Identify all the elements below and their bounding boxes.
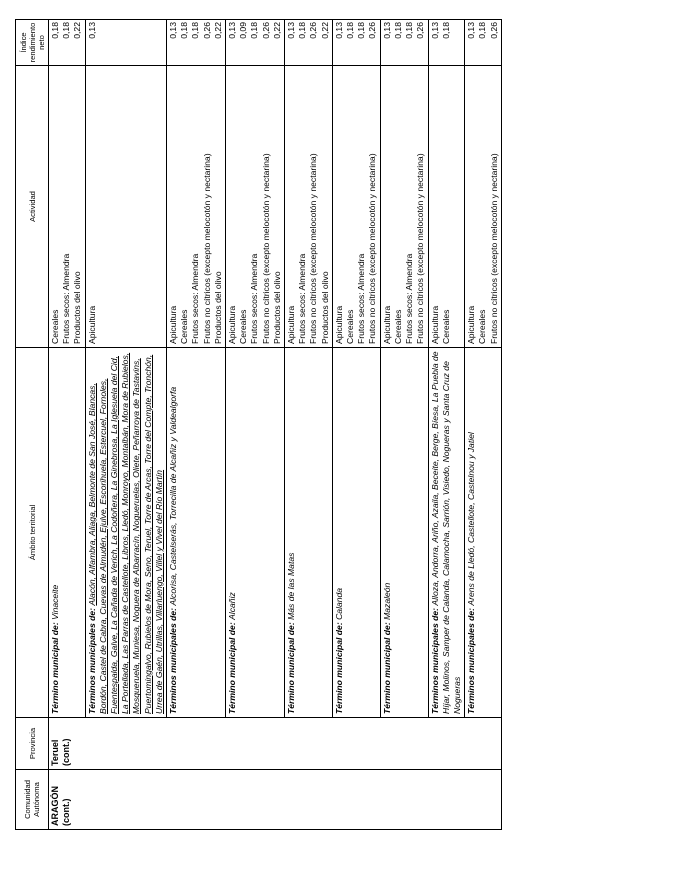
header-ambito: Ámbito territorial <box>16 348 49 718</box>
header-indice: Índice rendimiento neto <box>16 20 49 66</box>
actividad-cell: Cereales Frutos secos: Almendra Productos del olivo <box>49 66 86 348</box>
ambito-cell: Términos municipales de: Alacón, Alfambra, Aliaga, Belmonte de San José, Blancas, Bordón, Castel de Cabra, Cuevas de Almudén, Ejulve, Escorihuela, Estercuel, Fornoles, Fuentespalda, Galve, La Cañada de Verich, La Codoñera, La Ginebrosa, La Iglesuela del Cid, La Portellada, Las Parras de Castellote, Libros, Lledó, Monroyo, Montalbán, Mora de Rubielos, Mosqueruela, Muniesa, Noguera de Albarracín, Nogueruelas, Oliete, Peñarroya de Tastavins, Puertomingalvo, Rubielos de Mora, Seno, Teruel, Torre de Arcas, Torre del Compte, Tronchón, Urrea de Gaén, Utrillas, Villarluengo, Villel y Vivel del Río Martín <box>85 348 166 718</box>
table-row <box>226 20 285 830</box>
indice-cell: 0,13 0,18 0,26 0,22 <box>285 20 333 66</box>
actividad-cell: Apicultura Cereales Frutos secos: Almendra Frutos no cítricos (excepto melocotón y nectarina) <box>332 66 380 348</box>
indice-cell: 0,18 0,18 0,22 <box>49 20 86 66</box>
table-row <box>465 20 502 830</box>
table-row <box>85 20 166 830</box>
indice-cell: 0,13 0,18 0,18 0,26 <box>332 20 380 66</box>
ambito-cell: Término municipal de: Alcañiz <box>226 348 285 718</box>
indice-cell: 0,13 <box>85 20 166 66</box>
table-row <box>285 20 333 830</box>
actividad-cell: Apicultura Frutos secos: Almendra Frutos no cítricos (excepto melocotón y nectarina) Productos del olivo <box>285 66 333 348</box>
table-row <box>49 20 86 830</box>
header-actividad: Actividad <box>16 66 49 348</box>
ambito-cell: Términos municipales de: Alcorisa, Castelserás, Torrecilla de Alcañiz y Valdealgorfa <box>167 348 226 718</box>
table-row <box>380 20 428 830</box>
table-row <box>167 20 226 830</box>
table-row <box>428 20 465 830</box>
indice-cell: 0,13 0,18 0,18 0,26 0,22 <box>167 20 226 66</box>
indice-cell: 0,13 0,18 0,18 0,26 <box>380 20 428 66</box>
indice-cell: 0,13 0,18 <box>428 20 465 66</box>
indice-cell: 0,13 0,18 0,26 <box>465 20 502 66</box>
actividad-cell: Apicultura Cereales <box>428 66 465 348</box>
ambito-cell: Términos municipales de: Alloza, Andorra, Ariño, Azaila, Beceite, Berge, Bíesa, La Puebla de Híjar, Molinos, Samper de Calanda, Calamocha, Sarrión, Visiedo, Nogueras y Santa Cruz de Nogueras <box>428 348 465 718</box>
header-comunidad: Comunidad Autónoma <box>16 770 49 830</box>
actividad-cell: Apicultura <box>85 66 166 348</box>
actividad-cell: Apicultura Cereales Frutos no cítricos (excepto melocotón y nectarina) <box>465 66 502 348</box>
actividad-cell: Apicultura Cereales Frutos secos: Almendra Frutos no cítricos (excepto melocotón y nectarina) Productos del olivo <box>167 66 226 348</box>
ambito-cell: Término municipal de: Mazaleón <box>380 348 428 718</box>
comunidad-cell: ARAGÓN (cont.) <box>49 770 502 830</box>
ambito-cell: Término municipal de: Más de las Matas <box>285 348 333 718</box>
header-provincia: Provincia <box>16 718 49 770</box>
provincia-cell: Teruel (cont.) <box>49 718 502 770</box>
data-table <box>15 19 502 830</box>
rotated-table-container <box>15 20 565 830</box>
ambito-cell: Términos municipales de: Arens de Lledó, Castellote, Castelnou y Jatiel <box>465 348 502 718</box>
indice-cell: 0,13 0,09 0,18 0,26 0,22 <box>226 20 285 66</box>
actividad-cell: Apicultura Cereales Frutos secos: Almendra Frutos no cítricos (excepto melocotón y nectarina) Productos del olivo <box>226 66 285 348</box>
ambito-cell: Término municipal de: Calanda <box>332 348 380 718</box>
actividad-cell: Apicultura Cereales Frutos secos: Almendra Frutos no cítricos (excepto melocotón y nectarina) <box>380 66 428 348</box>
ambito-cell: Término municipal de: Vinaceite <box>49 348 86 718</box>
header-row <box>16 20 49 830</box>
table-row <box>332 20 380 830</box>
